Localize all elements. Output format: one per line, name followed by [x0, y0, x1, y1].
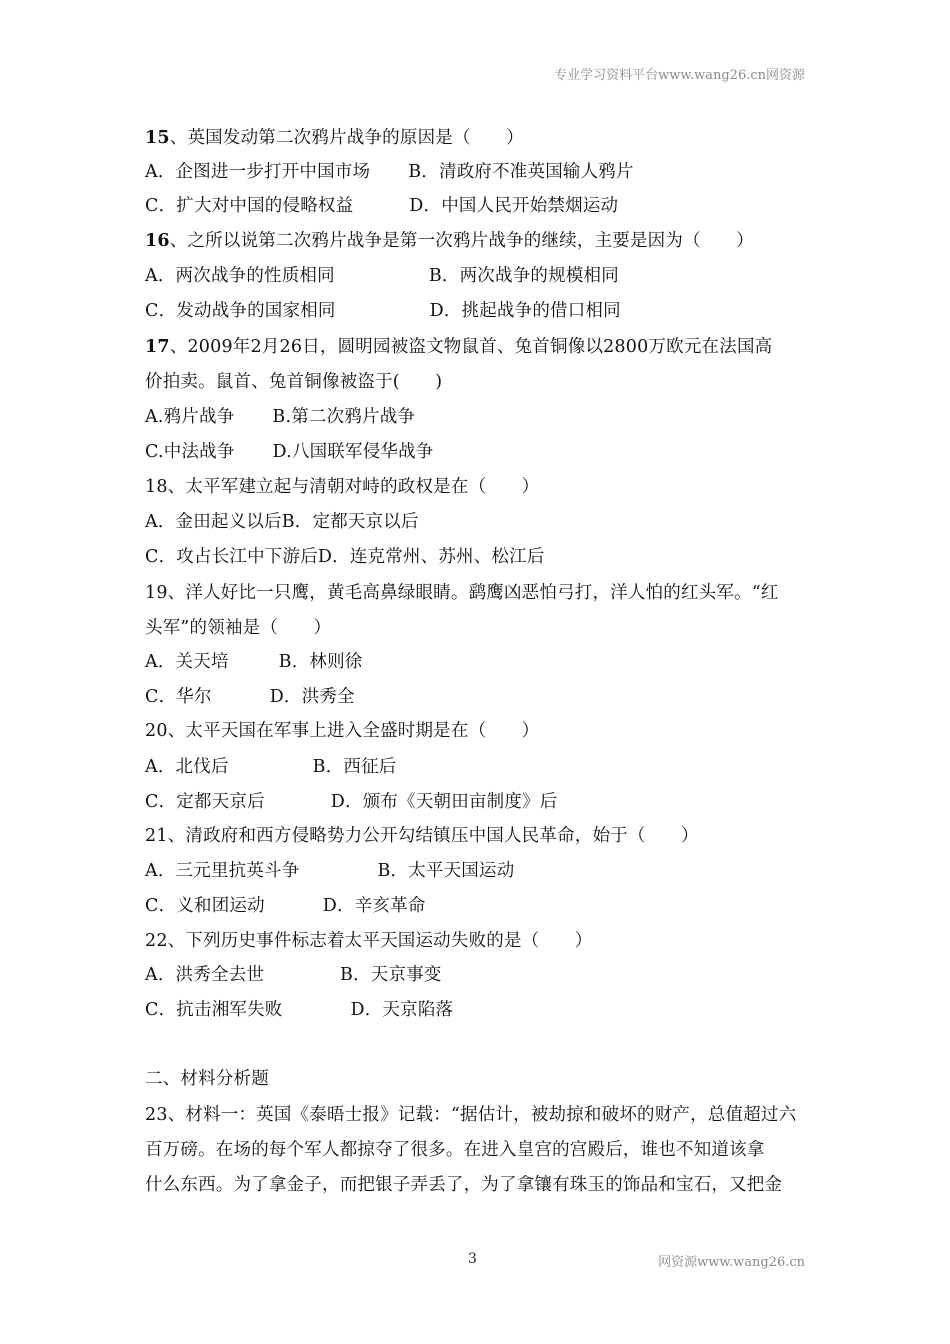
material-line-2: 百万磅。在场的每个军人都掠夺了很多。在进入皇宫的宫殿后，谁也不知道该拿: [145, 1140, 765, 1160]
option-b: B．天京事变: [340, 965, 442, 985]
section-2-title: 二、材料分析题: [145, 1069, 269, 1089]
question-17-options-row-2: [145, 441, 434, 463]
question-18-stem: 18、太平军建立起与清朝对峙的政权是在（ ）: [145, 477, 540, 497]
question-19-options-row-2: [145, 686, 355, 708]
option-a: A．金田起义以后: [145, 512, 282, 532]
question-17-options-row-1: [145, 406, 415, 428]
option-b: B．定都天京以后: [281, 512, 419, 532]
question-19-stem-line-1: 19、洋人好比一只鹰，黄毛高鼻绿眼睛。鹞鹰凶恶怕弓打，洋人怕的红头军。“红: [145, 583, 779, 603]
question-stem-text: 、英国发动第二次鸦片战争的原因是（ ）: [169, 128, 524, 148]
option-c: C．义和团运动: [145, 896, 265, 916]
question-21-options-row-2: [145, 895, 426, 917]
option-d: D．连克常州、苏州、松江后: [317, 547, 545, 567]
material-line-3: 什么东西。为了拿金子，而把银子弄丢了，为了拿镶有珠玉的饰品和宝石，又把金: [145, 1175, 783, 1195]
question-20-stem: 20、太平天国在军事上进入全盛时期是在（ ）: [145, 721, 540, 741]
footer-watermark: 网资源www.wang26.cn: [658, 1255, 805, 1270]
option-c: C．抗击湘军失败: [145, 1000, 283, 1020]
option-d: D．中国人民开始禁烟运动: [409, 196, 619, 216]
question-number: 17: [145, 337, 170, 357]
option-a: A．企图进一步打开中国市场: [145, 162, 371, 182]
option-d: D．挑起战争的借口相同: [429, 301, 621, 321]
question-16-options-row-1: [145, 265, 619, 287]
option-a: A．两次战争的性质相同: [145, 266, 335, 286]
question-17-stem-line-2: 价拍卖。鼠首、兔首铜像被盗于( ): [145, 372, 443, 392]
question-17-stem-line-1: [145, 336, 772, 358]
question-stem-text: 、2009年2月26日，圆明园被盗文物鼠首、兔首铜像以2800万欧元在法国高: [169, 337, 773, 357]
question-number: 15: [145, 128, 170, 148]
question-19-stem-line-2: 头军”的领袖是（ ）: [145, 618, 332, 638]
question-15-options-row-1: [145, 161, 634, 183]
question-20-options-row-1: [145, 756, 397, 778]
option-c: C．华尔: [145, 687, 212, 707]
question-16-options-row-2: [145, 300, 621, 322]
option-b: B．太平天国运动: [377, 861, 515, 881]
option-a: A．洪秀全去世: [145, 965, 265, 985]
question-stem-text: 、之所以说第二次鸦片战争是第一次鸦片战争的继续，主要是因为（ ）: [169, 231, 754, 251]
question-21-stem: 21、清政府和西方侵略势力公开勾结镇压中国人民革命，始于（ ）: [145, 826, 699, 846]
question-22-options-row-2: [145, 999, 453, 1021]
option-b: B．林则徐: [278, 652, 363, 672]
option-b: B．两次战争的规模相同: [428, 266, 619, 286]
option-c: C．攻占长江中下游后: [145, 547, 318, 567]
option-b: B.第二次鸦片战争: [272, 407, 416, 427]
option-c: C．定都天京后: [145, 792, 265, 812]
option-d: D．颁布《天朝田亩制度》后: [330, 792, 558, 812]
question-15-options-row-2: [145, 195, 618, 217]
option-a: A．北伐后: [145, 757, 229, 777]
option-b: B．西征后: [312, 757, 397, 777]
option-d: D.八国联军侵华战争: [272, 442, 434, 462]
option-a: A.鸦片战争: [145, 407, 235, 427]
option-c: C.中法战争: [145, 442, 235, 462]
question-21-options-row-1: [145, 860, 514, 882]
question-19-options-row-1: [145, 651, 363, 673]
question-number: 16: [145, 231, 170, 251]
question-18-options-row-2: [145, 546, 545, 568]
page-number: 3: [468, 1251, 477, 1267]
question-18-options-row-1: [145, 511, 419, 533]
material-line-1: 23、材料一：英国《泰晤士报》记载：“据估计，被劫掠和破坏的财产，总值超过六: [145, 1105, 797, 1125]
option-d: D．洪秀全: [269, 687, 355, 707]
option-a: A．三元里抗英斗争: [145, 861, 300, 881]
question-22-stem: 22、下列历史事件标志着太平天国运动失败的是（ ）: [145, 931, 593, 951]
option-d: D．辛亥革命: [322, 896, 426, 916]
option-b: B．清政府不准英国输人鸦片: [408, 162, 634, 182]
question-15-stem: [145, 127, 524, 149]
option-c: C．发动战争的国家相同: [145, 301, 336, 321]
question-20-options-row-2: [145, 791, 557, 813]
option-d: D．天京陷落: [350, 1000, 454, 1020]
option-a: A．关天培: [145, 652, 229, 672]
question-16-stem: [145, 230, 754, 252]
option-c: C．扩大对中国的侵略权益: [145, 196, 354, 216]
question-22-options-row-1: [145, 964, 442, 986]
page-header-watermark: 专业学习资料平台www.wang26.cn网资源: [554, 68, 805, 83]
